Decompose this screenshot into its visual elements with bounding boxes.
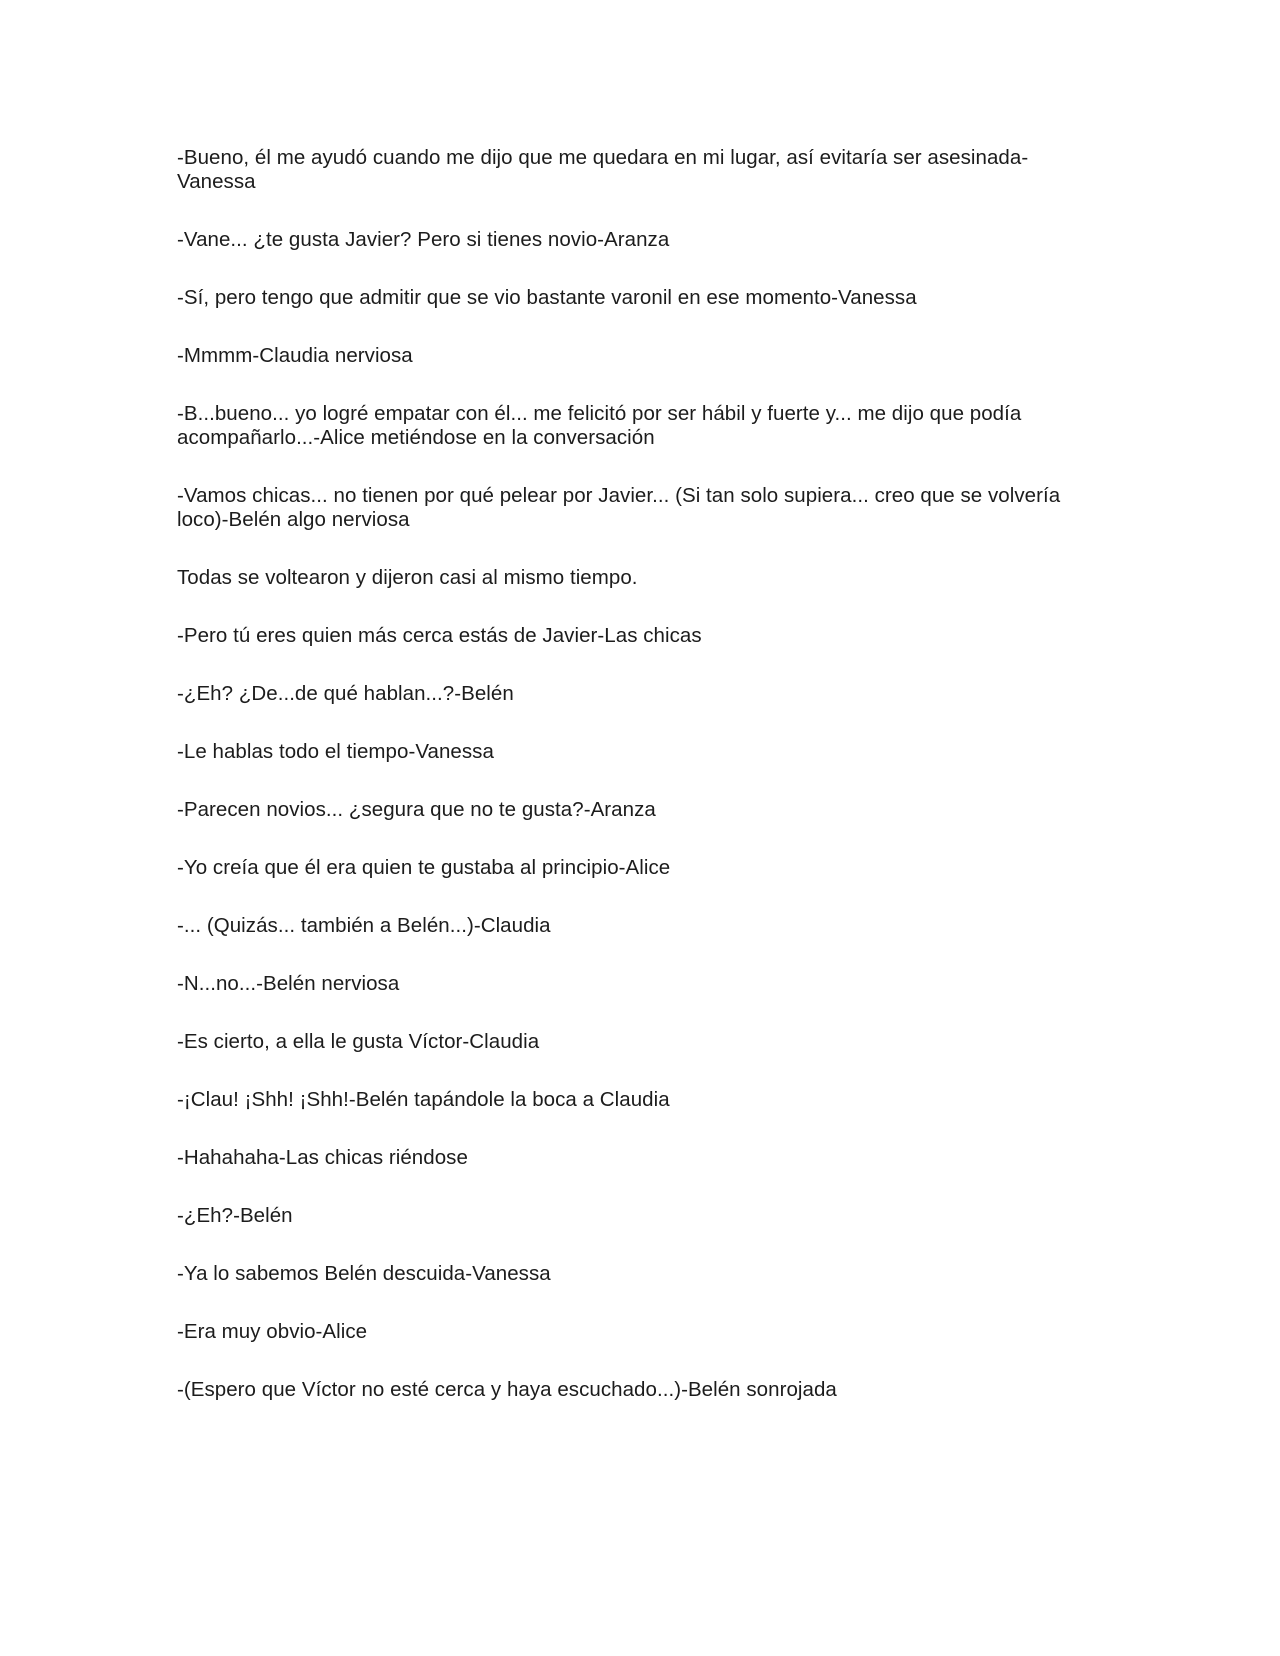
paragraph: -Bueno, él me ayudó cuando me dijo que me quedara en mi lugar, así evitaría ser asesinada-Vanessa [177,146,1029,193]
paragraph: -Es cierto, a ella le gusta Víctor-Claudia [177,1030,540,1053]
paragraph: -Le hablas todo el tiempo-Vanessa [177,740,494,763]
paragraph: -¿Eh? ¿De...de qué hablan...?-Belén [177,682,514,705]
paragraph: -Vane... ¿te gusta Javier? Pero si tienes novio-Aranza [177,228,670,251]
paragraph: -Ya lo sabemos Belén descuida-Vanessa [177,1262,551,1285]
paragraph: -Era muy obvio-Alice [177,1320,368,1343]
paragraph: -¡Clau! ¡Shh! ¡Shh!-Belén tapándole la boca a Claudia [177,1088,670,1111]
paragraph: -N...no...-Belén nerviosa [177,972,400,995]
paragraph: -Vamos chicas... no tienen por qué pelear por Javier... (Si tan solo supiera... creo que se volvería loco)-Belén algo nerviosa [177,484,1061,531]
paragraph: Todas se voltearon y dijeron casi al mismo tiempo. [177,566,638,589]
paragraph: -Mmmm-Claudia nerviosa [177,344,413,367]
document-body [177,146,1097,1436]
paragraph: -Pero tú eres quien más cerca estás de Javier-Las chicas [177,624,702,647]
paragraph: -Hahahaha-Las chicas riéndose [177,1146,468,1169]
paragraph: -(Espero que Víctor no esté cerca y haya escuchado...)-Belén sonrojada [177,1378,837,1401]
paragraph: -Yo creía que él era quien te gustaba al principio-Alice [177,856,671,879]
paragraph: -... (Quizás... también a Belén...)-Claudia [177,914,551,937]
paragraph: -B...bueno... yo logré empatar con él... me felicitó por ser hábil y fuerte y... me dijo que podía acompañarlo...-Alice metiéndose en la conversación [177,402,1022,449]
paragraph: -¿Eh?-Belén [177,1204,293,1227]
paragraph: -Parecen novios... ¿segura que no te gusta?-Aranza [177,798,656,821]
paragraph: -Sí, pero tengo que admitir que se vio bastante varonil en ese momento-Vanessa [177,286,917,309]
